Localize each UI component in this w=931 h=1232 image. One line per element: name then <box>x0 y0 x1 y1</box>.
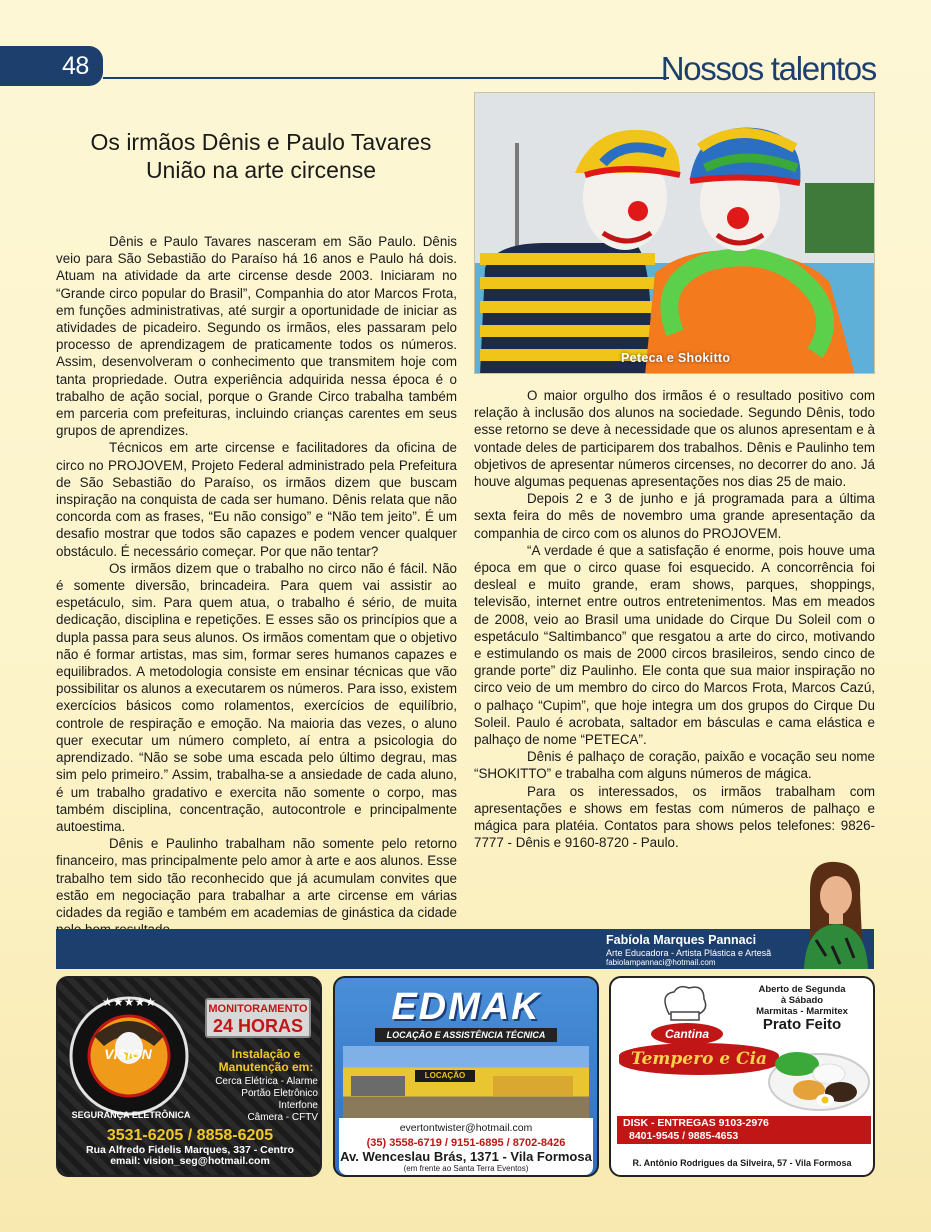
paragraph: O maior orgulho dos irmãos é o resultado positivo com relação à inclusão dos alunos na sociedade. Segundo Dênis, todo esse retorno se deve à necessidade que os alunos apresentam e à vontade deles de participarem dos trabalhos. Dênis e Paulinho tem objetivos de apresentar números circenses, no decorrer do ano. Já houve algumas pequenas apresentações nos dias 25 de maio. <box>474 388 875 490</box>
hours-line3: Marmitas - Marmitex <box>756 1006 848 1017</box>
prato-feito: Prato Feito <box>762 1016 842 1033</box>
hours-line2: à Sábado <box>780 995 824 1006</box>
install-line2: Manutenção em: <box>218 1060 314 1074</box>
article-title <box>56 128 466 184</box>
hours-line1: Aberto de Segunda <box>758 984 846 995</box>
disk-line2: 8401-9545 / 9885-4653 <box>629 1130 739 1142</box>
services-list <box>190 1076 318 1124</box>
cantina-disk <box>617 1116 871 1144</box>
edmak-address: Av. Wenceslau Brás, 1371 - Vila Formosa <box>340 1149 592 1164</box>
food-plate-icon <box>759 1034 871 1114</box>
paragraph: Dênis e Paulinho trabalham não somente pelo retorno financeiro, mas principalmente pelo amor à arte e aos alunos. Esse trabalho tem sido tão reconhecido que já acumulam convites que estão em negociação para trabalhar a arte circense em várias cidades da região e também em academias de ginástica da cidade <box>56 836 457 920</box>
svg-text:★★★★★: ★★★★★ <box>102 995 156 1009</box>
paragraph: Dênis e Paulo Tavares nasceram em São Paulo. Dênis veio para São Sebastião do Paraíso há 16 anos e Paulo há dois. Atuam na atividade da arte circense desde 2003. Iniciaram no “Grande circo popular do Brasil”, Companhia do ator Marcos Frota, em funções administrativas, até surgir a oportunidade de iniciar as atividades de picadeiro. Segundo os irmãos, eles passaram pelo processo de aprendizagem de praticamente todos os números. Assim, desenvolveram o conhecimento que transmitem hoje com tanta propriedade. Outra experiência adquirida nessa época é o trabalho de ação social, porque o Grande Circo trabalha também em parceria com prefeituras, incluindo crianças carentes em seus grupos de aprendizes. <box>56 234 457 439</box>
author-avatar <box>796 860 874 969</box>
ad-edmak[interactable] <box>333 976 599 1177</box>
ad-vision[interactable] <box>56 976 322 1177</box>
page-number: 48 <box>0 46 103 86</box>
paragraph: Para os interessados, os irmãos trabalham com apresentações e shows em festas com números de palhaço e mágica para platéia. Contatos para shows pelos telefones: 9826-7777 - Dênis e 9160-8720 - Paulo. <box>474 783 875 851</box>
clowns-illustration <box>475 93 875 374</box>
paragraph: Os irmãos dizem que o trabalho no circo não é fácil. Não é somente diversão, brincadeira. Para quem vai assistir ao espetáculo, sim. Para quem atua, o trabalho é sério, de muita dedicação, disciplina e repetições. E esses são os princípios que a dupla passa para seus alunos. Os irmãos comentam que o objetivo não é formar artistas, mas sim, formar seres humanos capazes e equilibrados. A metodologia consiste em ensinar técnicas que vão possibilitar os alunos a executarem os números. Para isso, existem exercícios básicos como rolamentos, exercícios de equilíbrio, controle de respiração e emoção. Na maioria das vezes, o aluno quer executar um número completo, aí entra a psicologia do aprendizado. “Não se sobe uma escada pelo último degrau, mas sim pelo primeiro.” Assim, trabalha-se a ansiedade de cada aluno, é um trabalho gradativo e exercita não somente o corpo, mas também disciplina, concentração, autocontrole e principalmente autoestima. <box>56 560 457 834</box>
header-rule <box>103 77 669 79</box>
cantina-badge: Cantina <box>651 1023 723 1045</box>
edmak-contact <box>339 1118 593 1175</box>
storefront-door <box>351 1076 405 1096</box>
paragraph: “A verdade é que a satisfação é enorme, pois houve uma época em que o circo quase foi esquecido. A concorrência foi desleal e muito grande, eram shows, parques, shoppings, televisão, internet entre outros entretenimentos. Mas em meados de 2008, veio ao Brasil uma unidade do Cirque Du Soleil com o espetáculo “Saltimbanco” que resgatou a arte do circo, motivando e estimulando os mais de 2000 circos brasileiros, sendo cinco de grande porte” diz Paulinho. Ele conta que sua maior inspiração no circo veio de um membro do circo do Marcos Frota, Marcos Cazú, o palhaço “Cupim”, que hoje integra um dos grupos do Cirque Du Soleil. Paulo é acrobata, saltador em básculas e cama elástica e palhaço de nome “PETECA”. <box>474 542 875 748</box>
edmak-phones: (35) 3558-6719 / 9151-6895 / 8702-8426 <box>366 1137 566 1149</box>
author-role: Arte Educadora - Artista Plástica e Artesã <box>606 948 772 958</box>
monitoring-line1: MONITORAMENTO <box>208 1003 308 1015</box>
install-heading <box>218 1048 314 1074</box>
install-line1: Instalação e <box>231 1047 301 1061</box>
service-item: Câmera - CFTV <box>247 1112 318 1123</box>
vision-brand: VISION <box>104 1046 152 1062</box>
storefront-signs <box>493 1076 573 1096</box>
edmak-note: (em frente ao Santa Terra Eventos) <box>403 1164 529 1173</box>
cantina-hours <box>729 984 875 1017</box>
storefront-photo <box>343 1046 589 1118</box>
article-column-right <box>474 387 875 851</box>
author-email: fabiolampannaci@hotmail.com <box>606 958 716 967</box>
monitoring-badge <box>205 998 311 1038</box>
clowns-photo <box>474 92 875 374</box>
service-item: Cerca Elétrica - Alarme <box>215 1076 318 1087</box>
ad-cantina[interactable] <box>609 976 875 1177</box>
article-title-line1: Os irmãos Dênis e Paulo Tavares <box>90 129 432 155</box>
vision-address-block <box>62 1145 318 1167</box>
vision-ring-text: SEGURANÇA ELETRÔNICA <box>71 1110 191 1120</box>
article-column-left <box>56 233 457 938</box>
paragraph: Técnicos em arte circense e facilitadores da oficina de circo no PROJOVEM, Projeto Federal administrado pela Prefeitura de São Sebastião do Paraíso, os irmãos dizem que buscam inspiração na conquista de cada ser humano. Dênis relata que não concorda com as frases, “Eu não consigo” e “Não tem jeito”. É um desafio mostrar que todos são capazes e podem vencer qualquer obstáculo. É necessário começar. Por que não tentar? <box>56 440 457 559</box>
vision-phones: 3531-6205 / 8858-6205 <box>106 1127 274 1144</box>
edmak-logo: EDMAK <box>391 986 541 1028</box>
edmak-email[interactable]: evertontwister@hotmail.com <box>399 1122 533 1134</box>
edmak-tagline: LOCAÇÃO E ASSISTÊNCIA TÉCNICA <box>375 1028 557 1042</box>
service-item: Portão Eletrônico <box>241 1088 318 1099</box>
disk-line1: DISK - ENTREGAS 9103-2976 <box>623 1117 769 1129</box>
vision-address: Rua Alfredo Fidelis Marques, 337 - Centro <box>86 1144 294 1156</box>
chef-hat-icon <box>659 984 709 1024</box>
section-title: Nossos talentos <box>660 50 876 87</box>
cantina-address: R. Antônio Rodrigues da Silveira, 57 - Vila Formosa <box>632 1158 852 1168</box>
photo-caption: Peteca e Shokitto <box>621 351 731 365</box>
monitoring-line2: 24 HORAS <box>212 1016 304 1036</box>
tempero-logo: Tempero e Cia <box>619 1043 779 1075</box>
author-portrait-icon <box>796 860 874 969</box>
vision-email: email: vision_seg@hotmail.com <box>110 1155 270 1167</box>
article-title-line2: União na arte circense <box>145 157 377 183</box>
paragraph: Depois 2 e 3 de junho e já programada para a última sexta feira do mês de novembro uma grande apresentação da companhia de circo com os alunos do PROJOVEM. <box>474 491 875 541</box>
author-name: Fabíola Marques Pannaci <box>606 933 757 947</box>
storefront-sign: LOCAÇÃO <box>415 1070 475 1082</box>
paragraph: Dênis é palhaço de coração, paixão e vocação seu nome “SHOKITTO” e trabalha com alguns números de mágica. <box>474 749 875 782</box>
service-item: Interfone <box>278 1100 318 1111</box>
